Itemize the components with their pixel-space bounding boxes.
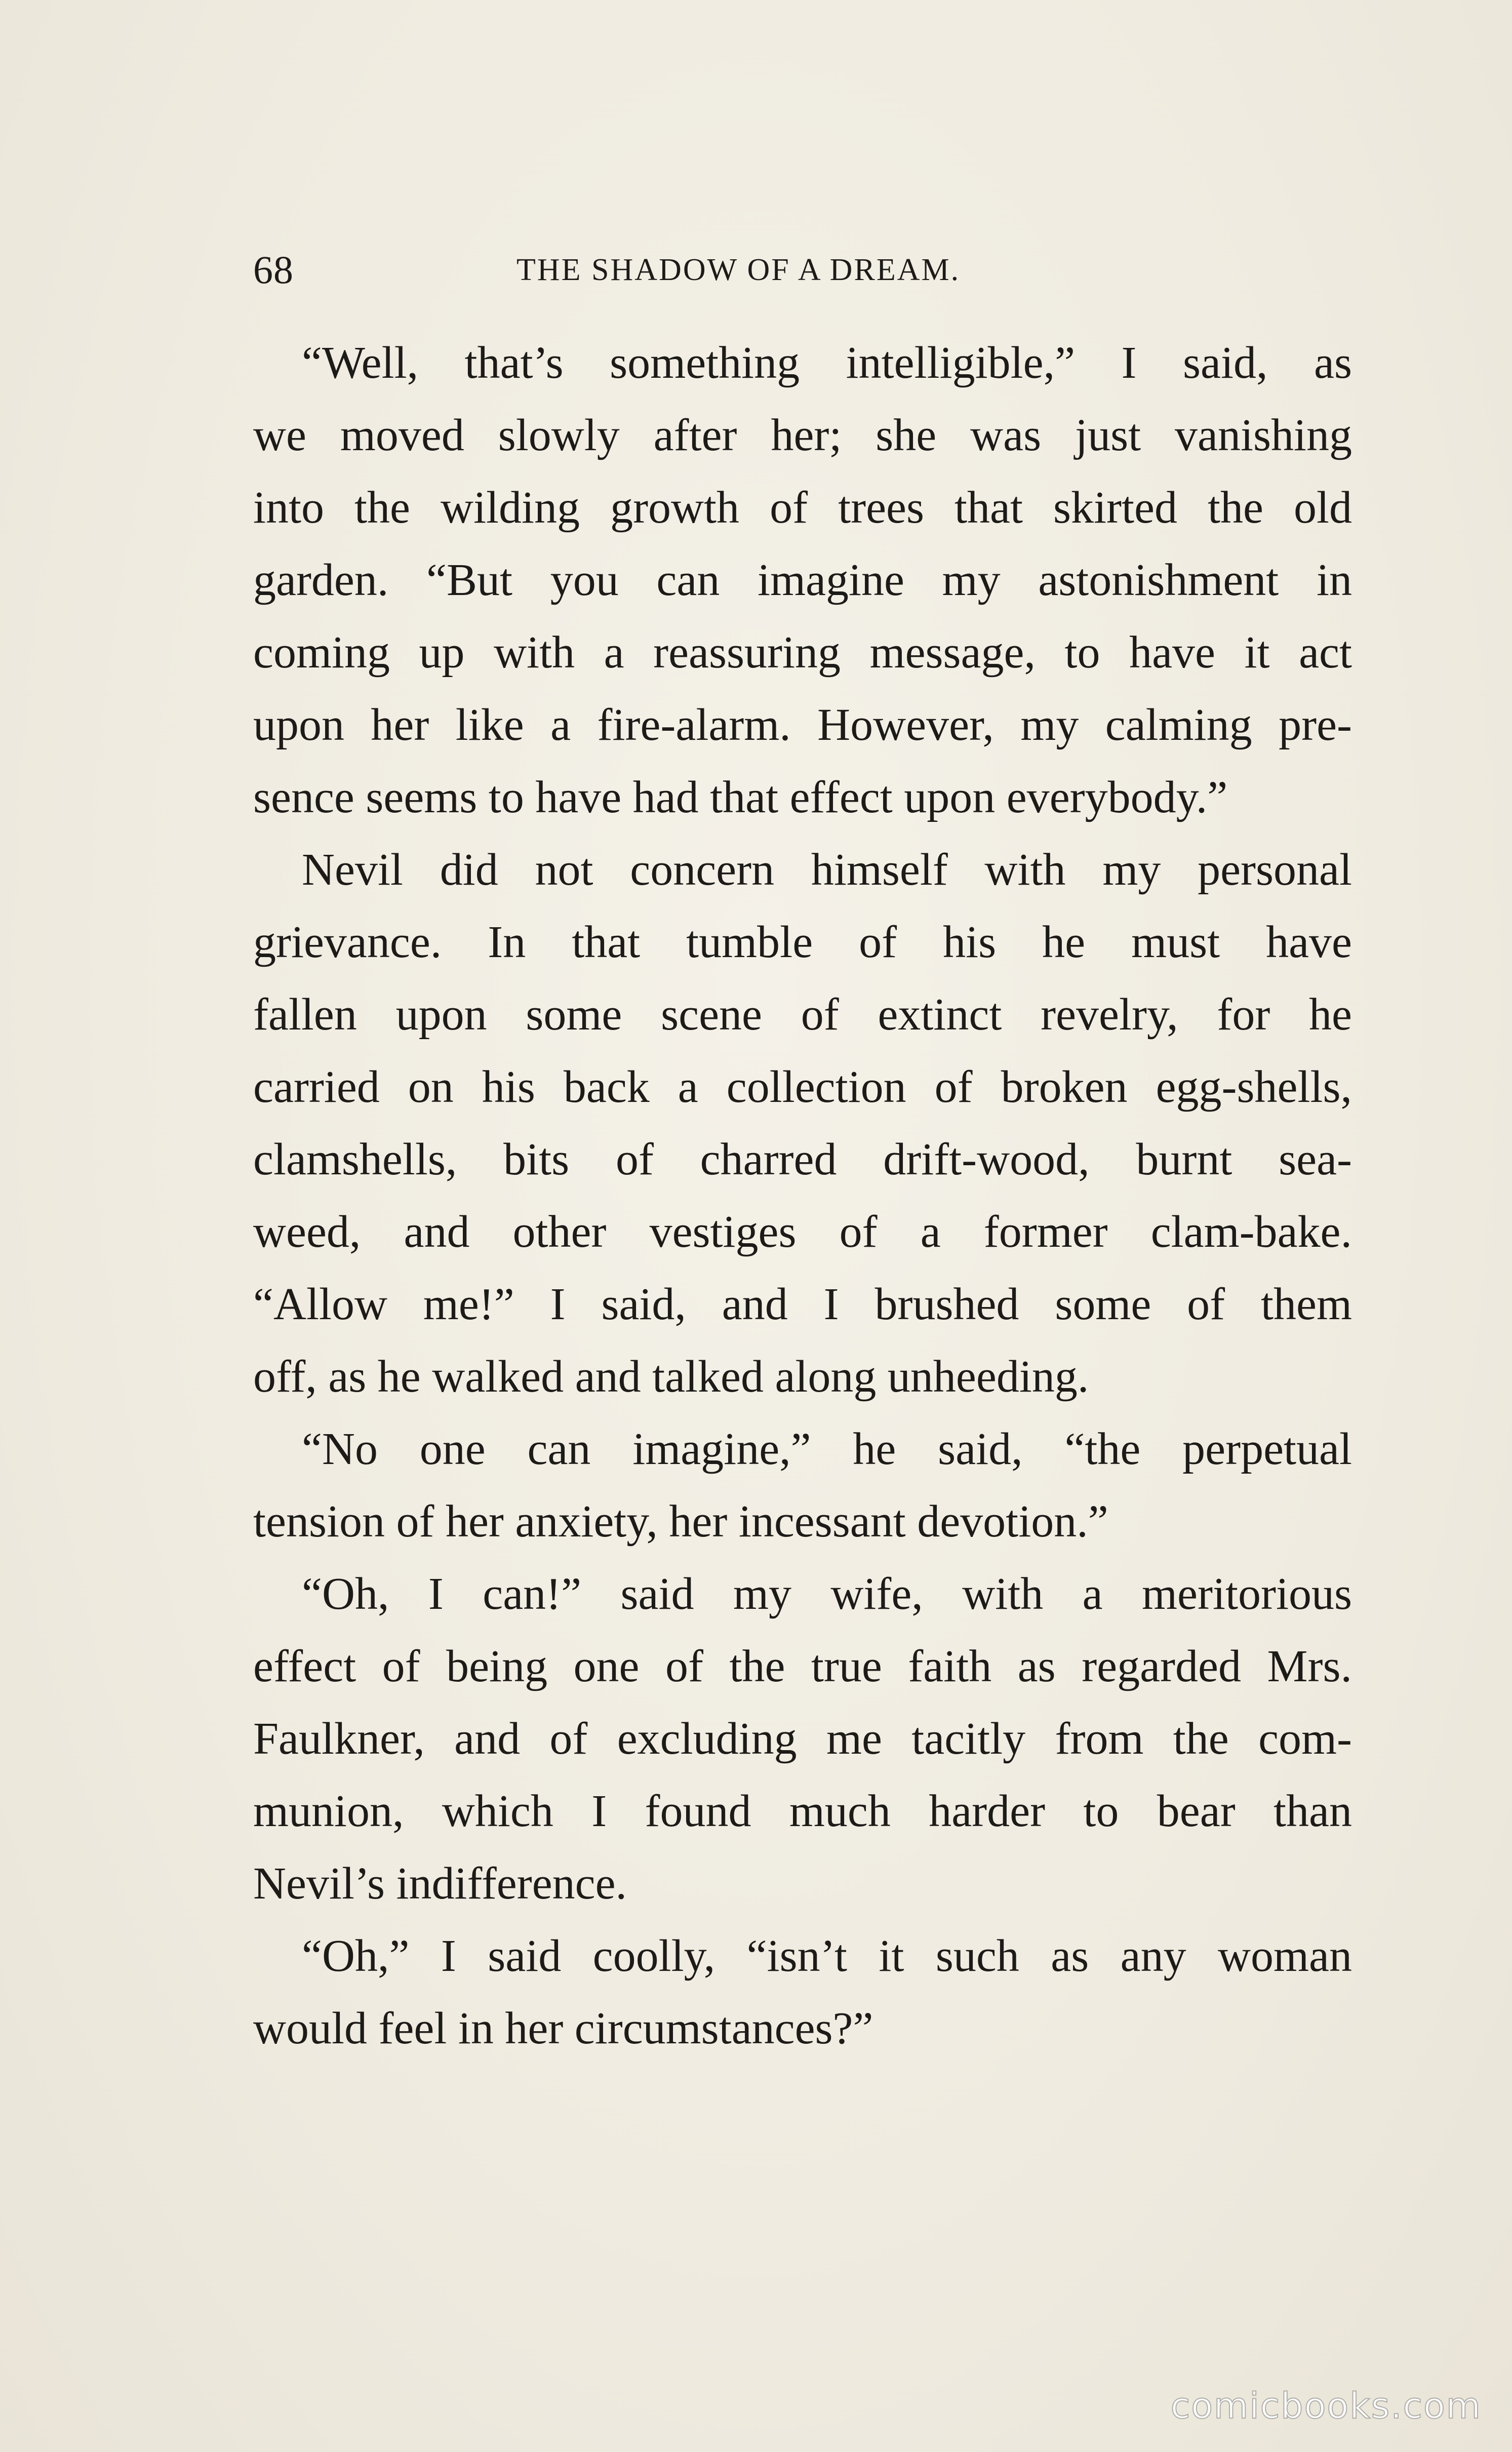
paragraph-line: Nevil did not concern himself with my personal bbox=[302, 845, 1352, 895]
paragraph-line: we moved slowly after her; she was just vanishing bbox=[253, 410, 1352, 460]
running-head: THE SHADOW OF A DREAM. bbox=[516, 253, 961, 287]
page-number: 68 bbox=[253, 248, 294, 292]
body-text bbox=[253, 327, 1352, 2065]
paragraph-line: off, as he walked and talked along unheeding. bbox=[253, 1352, 1089, 1402]
paragraph-line: clamshells, bits of charred drift-wood, burnt sea- bbox=[253, 1134, 1352, 1184]
paragraph-line: into the wilding growth of trees that skirted the old bbox=[253, 483, 1352, 533]
watermark: comicbooks.com bbox=[1170, 2385, 1482, 2427]
paragraph-line: carried on his back a collection of broken egg-shells, bbox=[253, 1062, 1352, 1112]
page-header bbox=[253, 242, 1352, 298]
paragraph-line: coming up with a reassuring message, to have it act bbox=[253, 627, 1352, 678]
paragraph-line: tension of her anxiety, her incessant devotion.” bbox=[253, 1496, 1108, 1547]
paragraph-line: “No one can imagine,” he said, “the perpetual bbox=[302, 1424, 1352, 1474]
paragraph-line: Faulkner, and of excluding me tacitly from the com- bbox=[253, 1714, 1352, 1764]
paragraph-line: garden. “But you can imagine my astonishment in bbox=[253, 555, 1352, 605]
paragraph-line: sence seems to have had that effect upon everybody.” bbox=[253, 772, 1228, 822]
paragraph-line: “Oh, I can!” said my wife, with a meritorious bbox=[302, 1569, 1352, 1619]
paragraph-line: weed, and other vestiges of a former clam-bake. bbox=[253, 1207, 1352, 1257]
paragraph-line: Nevil’s indifference. bbox=[253, 1858, 627, 1909]
paragraph-line: munion, which I found much harder to bear than bbox=[253, 1786, 1352, 1836]
paragraph-line: “Well, that’s something intelligible,” I said, as bbox=[302, 338, 1352, 388]
paragraph-line: effect of being one of the true faith as regarded Mrs. bbox=[253, 1641, 1352, 1691]
paragraph-line: upon her like a fire-alarm. However, my calming pre- bbox=[253, 700, 1352, 750]
paragraph-line: “Oh,” I said coolly, “isn’t it such as any woman bbox=[302, 1931, 1352, 1981]
paragraph-line: would feel in her circumstances?” bbox=[253, 2003, 873, 2053]
paragraph-line: fallen upon some scene of extinct revelry, for he bbox=[253, 990, 1352, 1040]
paragraph-line: “Allow me!” I said, and I brushed some of them bbox=[253, 1279, 1352, 1329]
paragraph-line: grievance. In that tumble of his he must have bbox=[253, 917, 1352, 967]
